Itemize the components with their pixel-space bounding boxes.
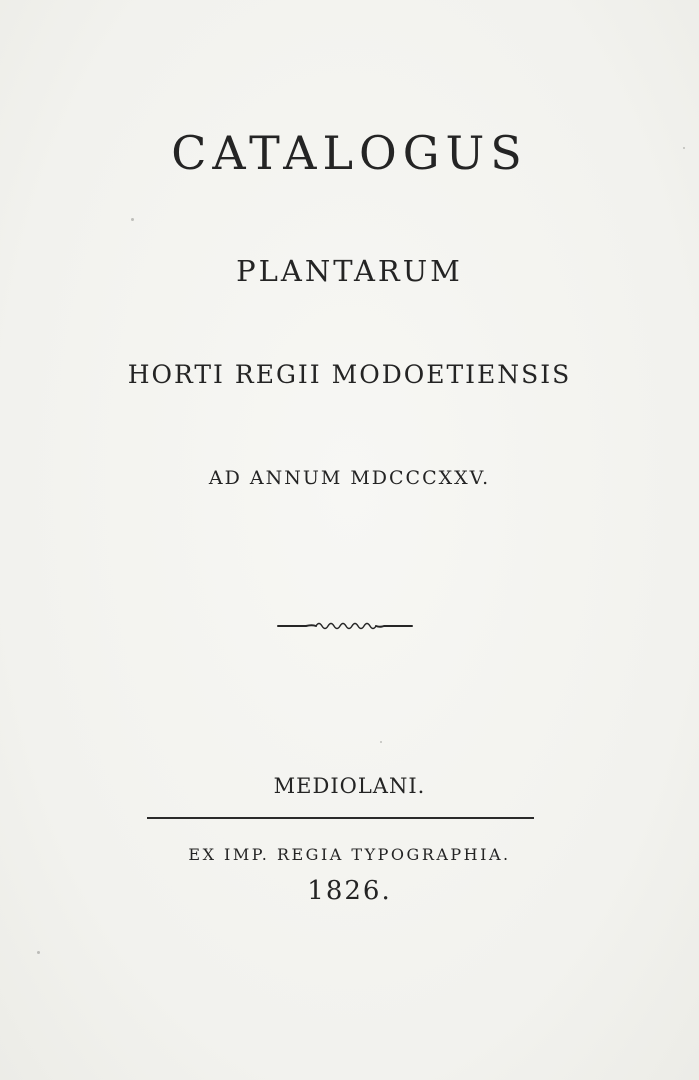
page-title: CATALOGUS (171, 126, 528, 180)
imprint-year: 1826. (307, 876, 392, 906)
imprint-printer: EX IMP. REGIA TYPOGRAPHIA. (188, 845, 511, 864)
subtitle-year: AD ANNUM MDCCCXXV. (208, 467, 491, 489)
subtitle-horti: HORTI REGII MODOETIENSIS (127, 360, 572, 389)
paper-speck (683, 147, 685, 149)
paper-speck (37, 951, 40, 954)
paper-speck (131, 218, 134, 221)
subtitle-plantarum: PLANTARUM (236, 254, 463, 288)
imprint-rule (147, 817, 534, 819)
imprint-place: MEDIOLANI. (273, 774, 426, 798)
paper-speck (380, 741, 382, 743)
wavy-rule-ornament (276, 617, 414, 635)
